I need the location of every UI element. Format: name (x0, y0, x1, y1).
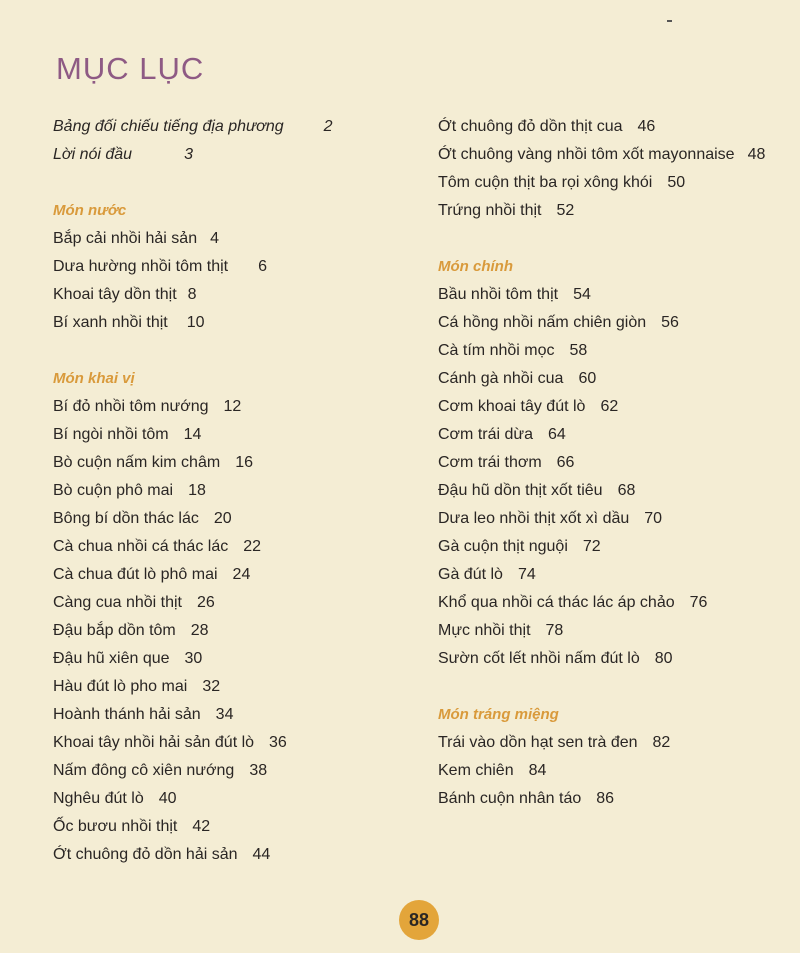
entry-title: Lời nói đầu (53, 146, 133, 163)
toc-entry[interactable] (438, 365, 765, 393)
entry-page: 70 (644, 510, 663, 527)
entry-page: 82 (652, 734, 671, 751)
entry-title: Cà chua đút lò phô mai (53, 566, 218, 583)
section-heading-mon-khai-vi: Món khai vị (53, 370, 135, 387)
entry-page: 40 (158, 790, 177, 807)
entry-page: 50 (667, 174, 686, 191)
entry-title: Dưa leo nhồi thịt xốt xì dầu (438, 510, 630, 527)
toc-entry[interactable] (53, 309, 333, 337)
entry-page: 32 (202, 678, 221, 695)
toc-entry[interactable] (438, 589, 765, 617)
entry-title: Cơm trái dừa (438, 426, 533, 443)
toc-entry[interactable] (438, 281, 765, 309)
toc-entry[interactable] (438, 449, 765, 477)
entry-title: Kem chiên (438, 762, 514, 779)
entry-page: 36 (269, 734, 287, 751)
entry-page: 26 (196, 594, 215, 611)
toc-entry[interactable] (53, 785, 333, 813)
entry-page: 28 (190, 622, 209, 639)
entry-title: Bí ngòi nhồi tôm (53, 426, 169, 443)
section-heading-mon-trang-mieng: Món tráng miệng (438, 706, 559, 723)
entry-page: 60 (578, 370, 597, 387)
entry-title: Gà đút lò (438, 566, 503, 583)
toc-entry[interactable] (53, 813, 333, 841)
entry-page: 62 (600, 398, 619, 415)
entry-title: Gà cuộn thịt nguội (438, 538, 568, 555)
entry-title: Hàu đút lò pho mai (53, 678, 188, 695)
toc-entry[interactable] (53, 757, 333, 785)
entry-title: Sườn cốt lết nhồi nấm đút lò (438, 650, 640, 667)
entry-page: 4 (210, 230, 220, 247)
entry-title: Cà chua nhồi cá thác lác (53, 538, 229, 555)
toc-entry[interactable] (53, 589, 333, 617)
entry-page: 44 (252, 846, 271, 863)
toc-entry[interactable] (438, 645, 765, 673)
entry-title: Ớt chuông đỏ dồn thịt cua (438, 118, 623, 135)
toc-entry[interactable] (53, 253, 333, 281)
entry-title: Bầu nhồi tôm thịt (438, 286, 559, 303)
entry-title: Nấm đông cô xiên nướng (53, 762, 235, 779)
entry-title: Ốc bươu nhồi thịt (53, 818, 178, 835)
toc-entry[interactable] (438, 197, 765, 225)
entry-page: 80 (654, 650, 673, 667)
entry-title: Ớt chuông đỏ dồn hải sản (53, 846, 238, 863)
entry-title: Bò cuộn phô mai (53, 482, 174, 499)
toc-entry[interactable] (53, 561, 333, 589)
toc-entry[interactable] (53, 141, 333, 169)
entry-page: 2 (323, 118, 333, 135)
entry-page: 34 (215, 706, 234, 723)
entry-title: Ớt chuông vàng nhồi tôm xốt mayonnaise (438, 146, 735, 163)
entry-page: 14 (183, 426, 202, 443)
entry-title: Đậu hũ dồn thịt xốt tiêu (438, 482, 603, 499)
entry-page: 74 (517, 566, 536, 583)
toc-entry[interactable] (438, 757, 765, 785)
entry-page: 46 (637, 118, 656, 135)
entry-page: 18 (188, 482, 206, 499)
page-title: MỤC LỤC (56, 50, 205, 86)
toc-entry[interactable] (438, 113, 765, 141)
entry-title: Nghêu đút lò (53, 790, 144, 807)
entry-title: Cà tím nhồi mọc (438, 342, 555, 359)
entry-page: 22 (243, 538, 262, 555)
toc-entry[interactable] (438, 393, 765, 421)
toc-entry[interactable] (53, 841, 333, 869)
entry-title: Trứng nhồi thịt (438, 202, 542, 219)
entry-page: 84 (528, 762, 547, 779)
entry-title: Đậu hũ xiên que (53, 650, 170, 667)
entry-page: 58 (569, 342, 588, 359)
toc-entry[interactable] (438, 141, 765, 169)
entry-page: 76 (689, 594, 708, 611)
toc-entry[interactable] (53, 729, 333, 757)
toc-entry[interactable] (53, 645, 333, 673)
entry-page: 12 (223, 398, 242, 415)
toc-entry[interactable] (438, 421, 765, 449)
entry-page: 86 (596, 790, 615, 807)
toc-entry[interactable] (53, 225, 333, 253)
entry-page: 48 (747, 146, 766, 163)
toc-entry[interactable] (438, 533, 765, 561)
entry-page: 24 (232, 566, 251, 583)
entry-title: Càng cua nhồi thịt (53, 594, 182, 611)
toc-entry[interactable] (53, 701, 333, 729)
entry-page: 72 (582, 538, 601, 555)
entry-page: 64 (548, 426, 566, 443)
toc-entry[interactable] (438, 337, 765, 365)
toc-entry[interactable] (438, 785, 765, 813)
entry-page: 68 (617, 482, 636, 499)
entry-page: 66 (556, 454, 575, 471)
entry-title: Tôm cuộn thịt ba rọi xông khói (438, 174, 653, 191)
entry-page: 10 (186, 314, 205, 331)
entry-title: Dưa hường nhồi tôm thịt (53, 258, 229, 275)
toc-entry[interactable] (438, 309, 765, 337)
toc-entry[interactable] (53, 533, 333, 561)
toc-entry[interactable] (438, 477, 765, 505)
toc-left-column (53, 113, 333, 869)
entry-page: 16 (235, 454, 253, 471)
entry-title: Bánh cuộn nhân táo (438, 790, 582, 807)
entry-title: Mực nhồi thịt (438, 622, 531, 639)
entry-page: 78 (545, 622, 564, 639)
toc-entry[interactable] (53, 421, 333, 449)
entry-title: Bí xanh nhồi thịt (53, 314, 168, 331)
entry-title: Bò cuộn nấm kim châm (53, 454, 221, 471)
toc-entry[interactable] (438, 169, 765, 197)
entry-title: Trái vào dồn hạt sen trà đen (438, 734, 638, 751)
section-heading-mon-nuoc: Món nước (53, 202, 127, 219)
entry-title: Khoai tây nhồi hải sản đút lò (53, 734, 255, 751)
entry-page: 42 (192, 818, 211, 835)
entry-title: Cơm trái thơm (438, 454, 542, 471)
toc-right-column (438, 113, 765, 813)
entry-title: Bông bí dồn thác lác (53, 510, 199, 527)
toc-entry[interactable] (53, 673, 333, 701)
entry-page: 3 (184, 146, 193, 163)
toc-entry[interactable] (438, 729, 765, 757)
entry-title: Đậu bắp dồn tôm (53, 622, 176, 639)
entry-page: 54 (573, 286, 591, 303)
toc-entry[interactable] (438, 561, 765, 589)
entry-title: Khoai tây dồn thịt (53, 286, 177, 303)
toc-entry[interactable] (53, 617, 333, 645)
entry-page: 6 (258, 258, 268, 275)
entry-page: 30 (184, 650, 203, 667)
entry-title: Cơm khoai tây đút lò (438, 398, 586, 415)
entry-title: Cánh gà nhồi cua (438, 370, 564, 387)
entry-title: Khổ qua nhồi cá thác lác áp chảo (438, 594, 675, 611)
page-number-badge: 88 (399, 900, 439, 940)
entry-page: 38 (249, 762, 268, 779)
toc-entry[interactable] (53, 449, 333, 477)
section-heading-mon-chinh: Món chính (438, 258, 513, 275)
toc-entry[interactable] (53, 393, 333, 421)
entry-title: Bảng đối chiếu tiếng địa phương (53, 118, 284, 135)
toc-entry[interactable] (438, 505, 765, 533)
entry-page: 52 (556, 202, 575, 219)
entry-title: Bắp cải nhồi hải sản (53, 230, 198, 247)
entry-title: Cá hồng nhồi nấm chiên giòn (438, 314, 647, 331)
scan-speck (667, 20, 672, 22)
toc-entry[interactable] (53, 477, 333, 505)
entry-title: Hoành thánh hải sản (53, 706, 201, 723)
entry-title: Bí đỏ nhồi tôm nướng (53, 398, 209, 415)
entry-page: 8 (187, 286, 197, 303)
toc-entry[interactable] (53, 113, 333, 141)
toc-entry[interactable] (53, 505, 333, 533)
toc-entry[interactable] (438, 617, 765, 645)
entry-page: 56 (661, 314, 679, 331)
entry-page: 20 (213, 510, 232, 527)
toc-entry[interactable] (53, 281, 333, 309)
